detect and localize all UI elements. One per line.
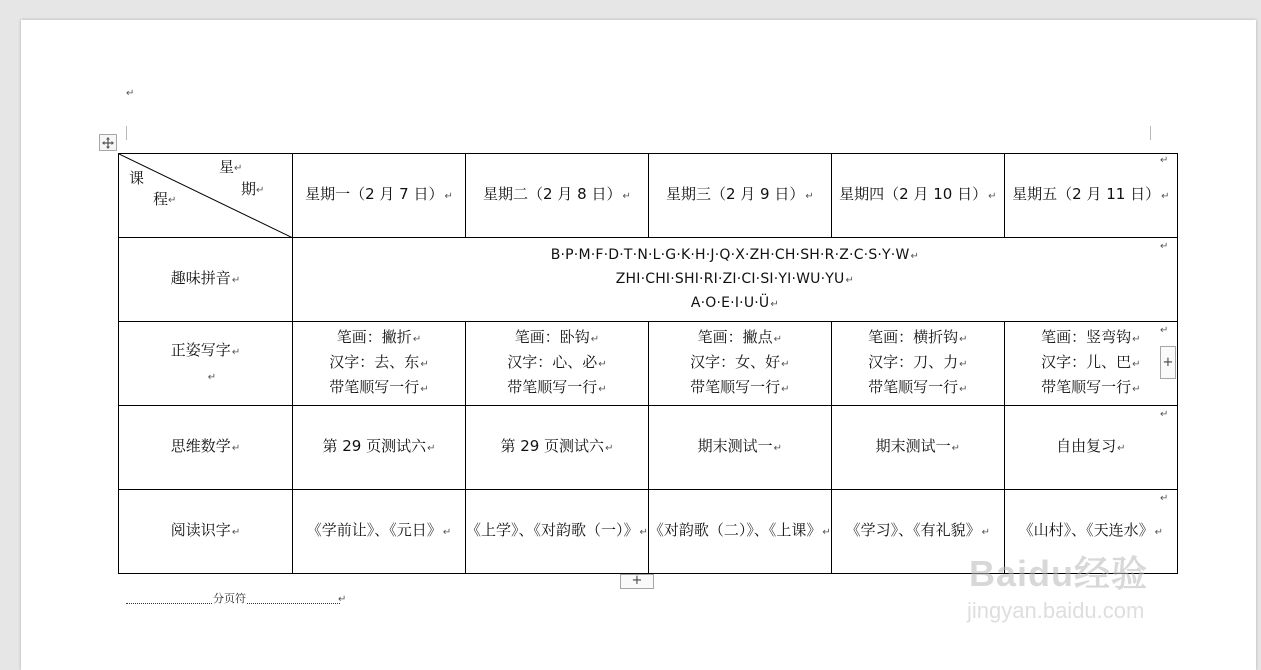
page-break xyxy=(126,592,347,607)
baidu-jingyan-watermark xyxy=(965,546,1205,626)
day-header-tue[interactable]: 星期二（2 月 8 日）↵ xyxy=(466,154,649,238)
crop-mark-top-right xyxy=(1150,126,1151,140)
corner-label-middle: 期 xyxy=(241,180,257,198)
schedule-table xyxy=(118,153,1178,574)
row-end-mark: ↵ xyxy=(1160,493,1169,504)
cell-mark: ↵ xyxy=(168,195,177,206)
pinyin-content-cell[interactable] xyxy=(293,238,1178,322)
math-row xyxy=(119,406,1178,490)
day-header-thu[interactable]: 星期四（2 月 10 日）↵ xyxy=(831,154,1004,238)
corner-cell[interactable] xyxy=(119,154,293,238)
pinyin-row xyxy=(119,238,1178,322)
writing-cell-wed[interactable]: 笔画：撇点↵ 汉字：女、好↵ 带笔顺写一行↵ xyxy=(648,322,831,406)
reading-cell-thu[interactable]: 《学习》、《有礼貌》↵ xyxy=(831,490,1004,574)
day-header-fri[interactable]: 星期五（2 月 11 日）↵ xyxy=(1004,154,1177,238)
row-end-mark: ↵ xyxy=(1160,155,1169,166)
day-header-mon[interactable]: 星期一（2 月 7 日）↵ xyxy=(293,154,466,238)
watermark-url: jingyan.baidu.com xyxy=(967,598,1145,623)
writing-cell-thu[interactable]: 笔画：横折钩↵ 汉字：刀、力↵ 带笔顺写一行↵ xyxy=(831,322,1004,406)
subject-cell-math[interactable]: 思维数学↵ xyxy=(119,406,293,490)
corner-label-bottom: 程 xyxy=(153,190,169,208)
row-end-mark: ↵ xyxy=(1160,325,1169,336)
move-arrows-icon xyxy=(102,137,114,149)
subject-cell-writing[interactable]: 正姿写字↵ ↵ xyxy=(119,322,293,406)
diagonal-line xyxy=(119,154,293,238)
math-cell-wed[interactable]: 期末测试一↵ xyxy=(648,406,831,490)
pinyin-line-2: ZHI·CHI·SHI·RI·ZI·CI·SI·YI·WU·YU↵ xyxy=(615,270,855,287)
reading-cell-mon[interactable]: 《学前让》、《元日》↵ xyxy=(293,490,466,574)
header-row xyxy=(119,154,1178,238)
pinyin-line-1: B·P·M·F·D·T·N·L·G·K·H·J·Q·X·ZH·CH·SH·R·Z·C·S·Y·W↵ xyxy=(550,246,920,263)
subject-cell-reading[interactable]: 阅读识字↵ xyxy=(119,490,293,574)
reading-cell-tue[interactable]: 《上学》、《对韵歌（一）》↵ xyxy=(466,490,649,574)
table-move-handle[interactable] xyxy=(99,134,117,151)
math-cell-mon[interactable]: 第 29 页测试六↵ xyxy=(293,406,466,490)
pinyin-line-3: A·O·E·I·U·Ü↵ xyxy=(690,294,779,311)
paragraph-mark: ↵ xyxy=(126,88,135,99)
writing-cell-tue[interactable]: 笔画：卧钩↵ 汉字：心、必↵ 带笔顺写一行↵ xyxy=(466,322,649,406)
corner-label-top: 星 xyxy=(219,158,235,176)
row-end-mark: ↵ xyxy=(1160,409,1169,420)
watermark-logo: Baidu经验 xyxy=(969,553,1149,594)
reading-cell-wed[interactable]: 《对韵歌（二）》、《上课》↵ xyxy=(648,490,831,574)
add-row-button[interactable]: + xyxy=(620,574,654,589)
cell-mark: ↵ xyxy=(234,163,243,174)
reading-cell-fri[interactable]: 《山村》、《天连水》↵ xyxy=(1004,490,1177,574)
page-break-label: 分页符 xyxy=(213,592,246,605)
add-column-button[interactable]: + xyxy=(1160,346,1176,379)
corner-label-left: 课 xyxy=(129,169,145,187)
subject-cell-pinyin[interactable]: 趣味拼音↵ xyxy=(119,238,293,322)
math-cell-tue[interactable]: 第 29 页测试六↵ xyxy=(466,406,649,490)
day-header-wed[interactable]: 星期三（2 月 9 日）↵ xyxy=(648,154,831,238)
math-cell-thu[interactable]: 期末测试一↵ xyxy=(831,406,1004,490)
crop-mark-top-left xyxy=(126,126,127,140)
row-end-mark: ↵ xyxy=(1160,241,1169,252)
cell-mark: ↵ xyxy=(256,185,265,196)
writing-row xyxy=(119,322,1178,406)
writing-cell-mon[interactable]: 笔画：撇折↵ 汉字：去、东↵ 带笔顺写一行↵ xyxy=(293,322,466,406)
writing-cell-fri[interactable]: 笔画：竖弯钩↵ 汉字：儿、巴↵ 带笔顺写一行↵ xyxy=(1004,322,1177,406)
math-cell-fri[interactable]: 自由复习↵ xyxy=(1004,406,1177,490)
paragraph-mark: ↵ xyxy=(338,594,347,605)
